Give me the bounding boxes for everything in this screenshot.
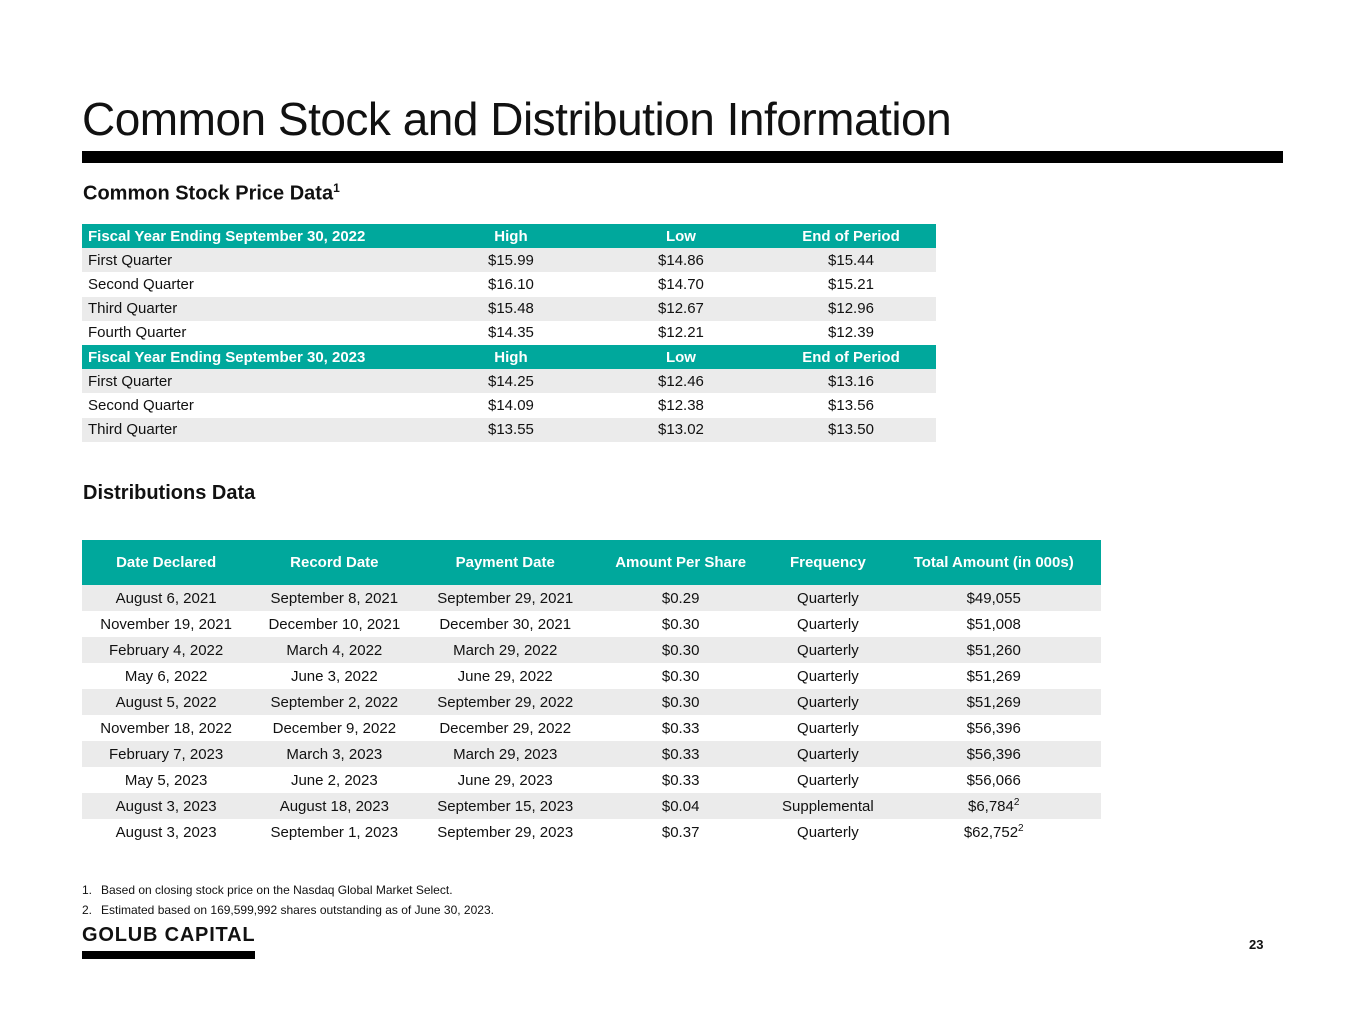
table-row bbox=[82, 819, 1101, 845]
date-declared-cell: February 4, 2022 bbox=[82, 637, 250, 663]
record-date-cell: March 3, 2023 bbox=[250, 741, 418, 767]
amount-per-share-cell: $0.33 bbox=[592, 741, 769, 767]
price-title-footnote-marker: 1 bbox=[333, 181, 340, 195]
low-cell: $14.86 bbox=[596, 248, 766, 272]
column-header-high: High bbox=[426, 345, 596, 369]
quarter-cell: Fourth Quarter bbox=[82, 321, 426, 345]
record-date-cell: September 2, 2022 bbox=[250, 689, 418, 715]
total-amount-cell bbox=[886, 689, 1101, 715]
quarter-cell: First Quarter bbox=[82, 248, 426, 272]
page-title: Common Stock and Distribution Information bbox=[82, 93, 952, 145]
golub-capital-logo bbox=[82, 924, 255, 959]
amount-per-share-cell: $0.04 bbox=[592, 793, 769, 819]
record-date-cell: June 3, 2022 bbox=[250, 663, 418, 689]
footnote-text: Estimated based on 169,599,992 shares outstanding as of June 30, 2023. bbox=[101, 903, 494, 917]
logo-text: GOLUB CAPITAL bbox=[82, 924, 256, 946]
footnotes bbox=[82, 880, 494, 920]
quarter-cell: Second Quarter bbox=[82, 393, 426, 417]
frequency-cell: Quarterly bbox=[769, 663, 886, 689]
table-row bbox=[82, 248, 936, 272]
amount-per-share-cell: $0.33 bbox=[592, 767, 769, 793]
footnote bbox=[82, 880, 494, 900]
date-declared-cell: February 7, 2023 bbox=[82, 741, 250, 767]
table-row bbox=[82, 418, 936, 442]
low-cell: $12.38 bbox=[596, 393, 766, 417]
total-amount-cell bbox=[886, 663, 1101, 689]
amount-per-share-cell: $0.33 bbox=[592, 715, 769, 741]
price-section-title-text: Common Stock Price Data bbox=[83, 182, 334, 205]
footnote-marker: 2 bbox=[1013, 797, 1020, 808]
end-of-period-cell: $13.50 bbox=[766, 418, 936, 442]
total-amount-cell bbox=[886, 637, 1101, 663]
high-cell: $13.55 bbox=[426, 418, 596, 442]
end-of-period-cell: $15.21 bbox=[766, 272, 936, 296]
record-date-cell: December 10, 2021 bbox=[250, 611, 418, 637]
amount-per-share-cell: $0.30 bbox=[592, 637, 769, 663]
payment-date-cell: June 29, 2022 bbox=[418, 663, 592, 689]
date-declared-cell: November 18, 2022 bbox=[82, 715, 250, 741]
amount-per-share-cell: $0.30 bbox=[592, 611, 769, 637]
footnote-marker: 2 bbox=[1018, 823, 1024, 834]
table-row bbox=[82, 585, 1101, 611]
low-cell: $14.70 bbox=[596, 272, 766, 296]
price-section-title bbox=[83, 181, 340, 206]
frequency-cell: Quarterly bbox=[769, 741, 886, 767]
low-cell: $13.02 bbox=[596, 418, 766, 442]
table-row bbox=[82, 297, 936, 321]
record-date-cell: August 18, 2023 bbox=[250, 793, 418, 819]
record-date-cell: September 1, 2023 bbox=[250, 819, 418, 845]
total-amount-cell bbox=[886, 611, 1101, 637]
distributions-section-title: Distributions Data bbox=[83, 482, 256, 504]
footnote bbox=[82, 900, 494, 920]
total-amount-value: $51,008 bbox=[966, 615, 1021, 633]
total-amount-cell bbox=[886, 741, 1101, 767]
column-header: Record Date bbox=[250, 540, 418, 585]
column-header-end-of-period: End of Period bbox=[766, 345, 936, 369]
table-row bbox=[82, 393, 936, 417]
payment-date-cell: September 29, 2022 bbox=[418, 689, 592, 715]
total-amount-cell bbox=[886, 819, 1101, 845]
frequency-cell: Quarterly bbox=[769, 767, 886, 793]
payment-date-cell: March 29, 2023 bbox=[418, 741, 592, 767]
table-row bbox=[82, 637, 1101, 663]
table-row bbox=[82, 272, 936, 296]
total-amount-cell bbox=[886, 585, 1101, 611]
frequency-cell: Quarterly bbox=[769, 715, 886, 741]
low-cell: $12.67 bbox=[596, 297, 766, 321]
amount-per-share-cell: $0.29 bbox=[592, 585, 769, 611]
total-amount-value: $51,269 bbox=[966, 667, 1021, 685]
high-cell: $15.99 bbox=[426, 248, 596, 272]
stock-price-table bbox=[82, 224, 936, 442]
end-of-period-cell: $15.44 bbox=[766, 248, 936, 272]
frequency-cell: Quarterly bbox=[769, 637, 886, 663]
total-amount-value: $56,396 bbox=[966, 719, 1021, 737]
total-amount-value: $51,269 bbox=[966, 693, 1021, 711]
low-cell: $12.21 bbox=[596, 321, 766, 345]
end-of-period-cell: $13.56 bbox=[766, 393, 936, 417]
footnote-text: Based on closing stock price on the Nasdaq Global Market Select. bbox=[101, 883, 453, 897]
table-row bbox=[82, 715, 1101, 741]
high-cell: $14.25 bbox=[426, 369, 596, 393]
high-cell: $15.48 bbox=[426, 297, 596, 321]
payment-date-cell: September 29, 2021 bbox=[418, 585, 592, 611]
date-declared-cell: August 3, 2023 bbox=[82, 793, 250, 819]
logo-bar bbox=[82, 951, 255, 959]
column-header: Frequency bbox=[769, 540, 886, 585]
column-header-low: Low bbox=[596, 224, 766, 248]
table-row bbox=[82, 741, 1101, 767]
frequency-cell: Supplemental bbox=[769, 793, 886, 819]
total-amount-value: $56,396 bbox=[966, 745, 1021, 763]
date-declared-cell: August 5, 2022 bbox=[82, 689, 250, 715]
total-amount-value: $51,260 bbox=[966, 641, 1021, 659]
end-of-period-cell: $13.16 bbox=[766, 369, 936, 393]
column-header-end-of-period: End of Period bbox=[766, 224, 936, 248]
record-date-cell: June 2, 2023 bbox=[250, 767, 418, 793]
footnote-number: 2. bbox=[82, 903, 93, 917]
payment-date-cell: December 29, 2022 bbox=[418, 715, 592, 741]
payment-date-cell: September 15, 2023 bbox=[418, 793, 592, 819]
distributions-header-row bbox=[82, 540, 1101, 585]
payment-date-cell: June 29, 2023 bbox=[418, 767, 592, 793]
page-number: 23 bbox=[1249, 937, 1264, 952]
frequency-cell: Quarterly bbox=[769, 611, 886, 637]
date-declared-cell: May 5, 2023 bbox=[82, 767, 250, 793]
table-row bbox=[82, 663, 1101, 689]
table-row bbox=[82, 611, 1101, 637]
frequency-cell: Quarterly bbox=[769, 689, 886, 715]
column-header: Payment Date bbox=[418, 540, 592, 585]
low-cell: $12.46 bbox=[596, 369, 766, 393]
payment-date-cell: December 30, 2021 bbox=[418, 611, 592, 637]
total-amount-value: $56,066 bbox=[966, 771, 1021, 789]
fiscal-year-header-row bbox=[82, 345, 936, 369]
total-amount-cell bbox=[886, 715, 1101, 741]
footnote-number: 1. bbox=[82, 883, 93, 897]
total-amount-value: $6,784 bbox=[967, 798, 1014, 815]
distributions-table bbox=[82, 540, 1101, 845]
column-header: Date Declared bbox=[82, 540, 250, 585]
total-amount-value: $62,752 bbox=[963, 824, 1019, 841]
quarter-cell: First Quarter bbox=[82, 369, 426, 393]
total-amount-cell bbox=[886, 793, 1101, 819]
column-header: Amount Per Share bbox=[592, 540, 769, 585]
payment-date-cell: March 29, 2022 bbox=[418, 637, 592, 663]
end-of-period-cell: $12.39 bbox=[766, 321, 936, 345]
column-header-low: Low bbox=[596, 345, 766, 369]
fiscal-year-label: Fiscal Year Ending September 30, 2022 bbox=[82, 224, 426, 248]
total-amount-value: $49,055 bbox=[966, 589, 1021, 607]
quarter-cell: Second Quarter bbox=[82, 272, 426, 296]
total-amount-cell bbox=[886, 767, 1101, 793]
frequency-cell: Quarterly bbox=[769, 819, 886, 845]
record-date-cell: September 8, 2021 bbox=[250, 585, 418, 611]
amount-per-share-cell: $0.30 bbox=[592, 689, 769, 715]
column-header-high: High bbox=[426, 224, 596, 248]
date-declared-cell: November 19, 2021 bbox=[82, 611, 250, 637]
end-of-period-cell: $12.96 bbox=[766, 297, 936, 321]
high-cell: $14.09 bbox=[426, 393, 596, 417]
amount-per-share-cell: $0.37 bbox=[592, 819, 769, 845]
date-declared-cell: May 6, 2022 bbox=[82, 663, 250, 689]
high-cell: $16.10 bbox=[426, 272, 596, 296]
date-declared-cell: August 6, 2021 bbox=[82, 585, 250, 611]
table-row bbox=[82, 321, 936, 345]
quarter-cell: Third Quarter bbox=[82, 297, 426, 321]
high-cell: $14.35 bbox=[426, 321, 596, 345]
fiscal-year-label: Fiscal Year Ending September 30, 2023 bbox=[82, 345, 426, 369]
table-row bbox=[82, 767, 1101, 793]
amount-per-share-cell: $0.30 bbox=[592, 663, 769, 689]
title-rule bbox=[82, 151, 1283, 163]
column-header: Total Amount (in 000s) bbox=[886, 540, 1101, 585]
frequency-cell: Quarterly bbox=[769, 585, 886, 611]
record-date-cell: March 4, 2022 bbox=[250, 637, 418, 663]
table-row bbox=[82, 369, 936, 393]
payment-date-cell: September 29, 2023 bbox=[418, 819, 592, 845]
date-declared-cell: August 3, 2023 bbox=[82, 819, 250, 845]
quarter-cell: Third Quarter bbox=[82, 418, 426, 442]
table-row bbox=[82, 793, 1101, 819]
table-row bbox=[82, 689, 1101, 715]
record-date-cell: December 9, 2022 bbox=[250, 715, 418, 741]
fiscal-year-header-row bbox=[82, 224, 936, 248]
